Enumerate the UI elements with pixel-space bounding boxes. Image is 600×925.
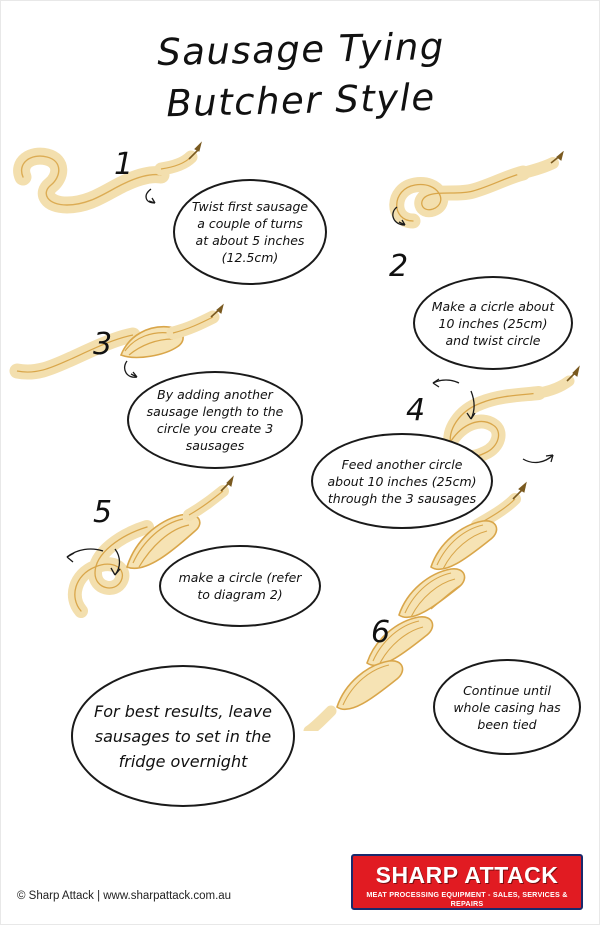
- step-4-number: 4: [406, 393, 426, 428]
- step-5-caption: [159, 545, 321, 627]
- step-6-number: 6: [371, 615, 391, 650]
- step-6-caption: [433, 659, 581, 755]
- step-3-caption: [127, 371, 303, 469]
- step-1-caption: [173, 179, 327, 285]
- step-5-caption-text: make a circle (refer to diagram 2): [178, 570, 302, 602]
- step-5-number: 5: [93, 495, 113, 530]
- step-2-caption-text: Make a cicrle about 10 inches (25cm) and twist circle: [431, 298, 555, 348]
- logo-tagline: MEAT PROCESSING EQUIPMENT - SALES, SERVICES & REPAIRS: [366, 890, 568, 908]
- logo-title: SHARP ATTACK: [375, 862, 559, 888]
- step-3-number: 3: [93, 327, 113, 362]
- tip-text: For best results, leave sausages to set in the fridge overnight: [94, 701, 272, 771]
- sharp-attack-logo: [351, 854, 583, 910]
- tip-bubble: [71, 665, 295, 807]
- page-title: [1, 24, 600, 126]
- title-line-1: Sausage Tying: [156, 24, 446, 75]
- step-2-illustration: [377, 151, 577, 247]
- step-1-number: 1: [114, 147, 134, 182]
- step-2-number: 2: [389, 249, 409, 284]
- title-line-2: Butcher Style: [165, 75, 437, 126]
- step-6-caption-text: Continue until whole casing has been tied: [453, 682, 561, 732]
- step-3-caption-text: By adding another sausage length to the circle you create 3 sausages: [146, 387, 284, 453]
- step-1-caption-text: Twist first sausage a couple of turns at about 5 inches (12.5cm): [191, 199, 309, 265]
- step-4-caption-text: Feed another circle about 10 inches (25cm) through the 3 sausages: [327, 456, 477, 506]
- copyright-text: © Sharp Attack | www.sharpattack.com.au: [17, 890, 232, 902]
- step-2-caption: [413, 276, 573, 370]
